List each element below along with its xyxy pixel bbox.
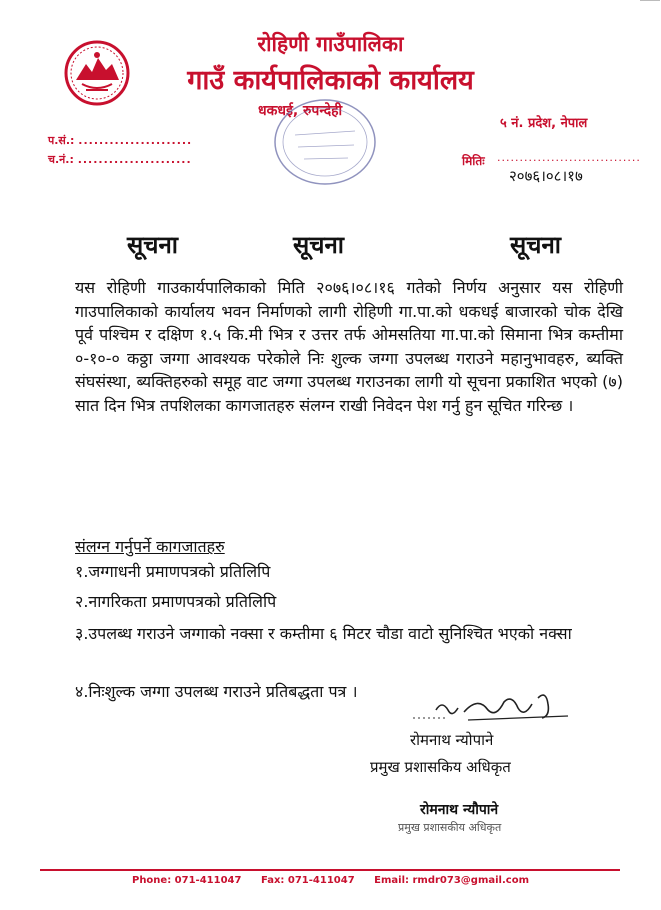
- footer-email: Email: rmdr073@gmail.com: [374, 875, 529, 886]
- province-label: ५ नं. प्रदेश, नेपाल: [500, 116, 588, 131]
- office-name-line1: रोहिणी गाउँपालिका: [257, 32, 404, 56]
- signatory-title: प्रमुख प्रशासकिय अधिकृत: [370, 758, 511, 776]
- date-value: २०७६।०८।१७: [509, 167, 583, 185]
- ps-label: प.सं.:: [48, 134, 75, 147]
- attachment-item-4: ४.निःशुल्क जग्गा उपलब्ध गराउने प्रतिबद्धता पत्र ।: [75, 682, 358, 701]
- footer-contact: [0, 875, 661, 886]
- office-name-line2: गाउँ कार्यपालिकाको कार्यालय: [187, 65, 474, 96]
- date-label: मितिः: [462, 154, 485, 168]
- date-dots: ................................: [497, 151, 641, 164]
- ps-dots: ......................: [78, 134, 193, 147]
- footer-divider: [40, 869, 620, 871]
- handwritten-signature: [408, 688, 578, 728]
- reference-ps: [48, 133, 192, 148]
- office-round-stamp: [270, 95, 380, 190]
- footer-fax: Fax: 071-411047: [260, 875, 355, 886]
- official-stamp-title: प्रमुख प्रशासकीय अधिकृत: [398, 821, 502, 834]
- cn-dots: ......................: [77, 153, 192, 166]
- notice-heading-1: सूचना: [127, 231, 178, 259]
- reference-cn: [48, 152, 192, 167]
- attachments-title: संलग्न गर्नुपर्ने कागजातहरु: [75, 537, 225, 556]
- attachment-item-2: २.नागरिकता प्रमाणपत्रको प्रतिलिपि: [75, 592, 277, 611]
- page-edge-mark: [640, 0, 660, 7]
- footer-phone: Phone: 071-411047: [131, 875, 242, 886]
- notice-body: यस रोहिणी गाउकार्यपालिकाको मिति २०७६।०८।१६ गतेको निर्णय अनुसार यस रोहिणी गाउपालिकाको कार्यालय भवन निर्माणको लागी रोहिणी गा.पा.को धकधई बाजारको चोक देखि पूर्व पश्चिम र दक्षिण १.५ कि.मी भित्र र उत्तर तर्फ ओमसतिया गा.पा.को सिमाना भित्र कम्तीमा ०-१०-० कठ्ठा जग्गा आवश्यक परेकोले निः शुल्क जग्गा उपलब्ध गराउने महानुभावहरु, ब्यक्ति संघसंस्था, ब्यक्तिहरुको समूह वाट जग्गा उपलब्ध गराउनका लागी यो सूचना प्रकाशित भएको (७) सात दिन भित्र तपशिलका कागजातहरु संलग्न राखी निवेदन पेश गर्नु हुन सूचित गरिन्छ ।: [75, 278, 623, 415]
- attachment-item-1: १.जग्गाधनी प्रमाणपत्रको प्रतिलिपि: [75, 562, 271, 581]
- attachment-item-3: ३.उपलब्ध गराउने जग्गाको नक्सा र कम्तीमा ६ मिटर चौडा वाटो सुनिश्चित भएको नक्सा: [75, 624, 572, 643]
- notice-heading-2: सूचना: [293, 231, 344, 259]
- signatory-name: रोमनाथ न्योपाने: [410, 731, 494, 749]
- official-stamp-name: रोमनाथ न्यौपाने: [420, 802, 499, 818]
- cn-label: च.नं.:: [48, 153, 74, 166]
- notice-heading-3: सूचना: [510, 231, 561, 259]
- office-address: धकधई, रुपन्देही: [258, 103, 343, 119]
